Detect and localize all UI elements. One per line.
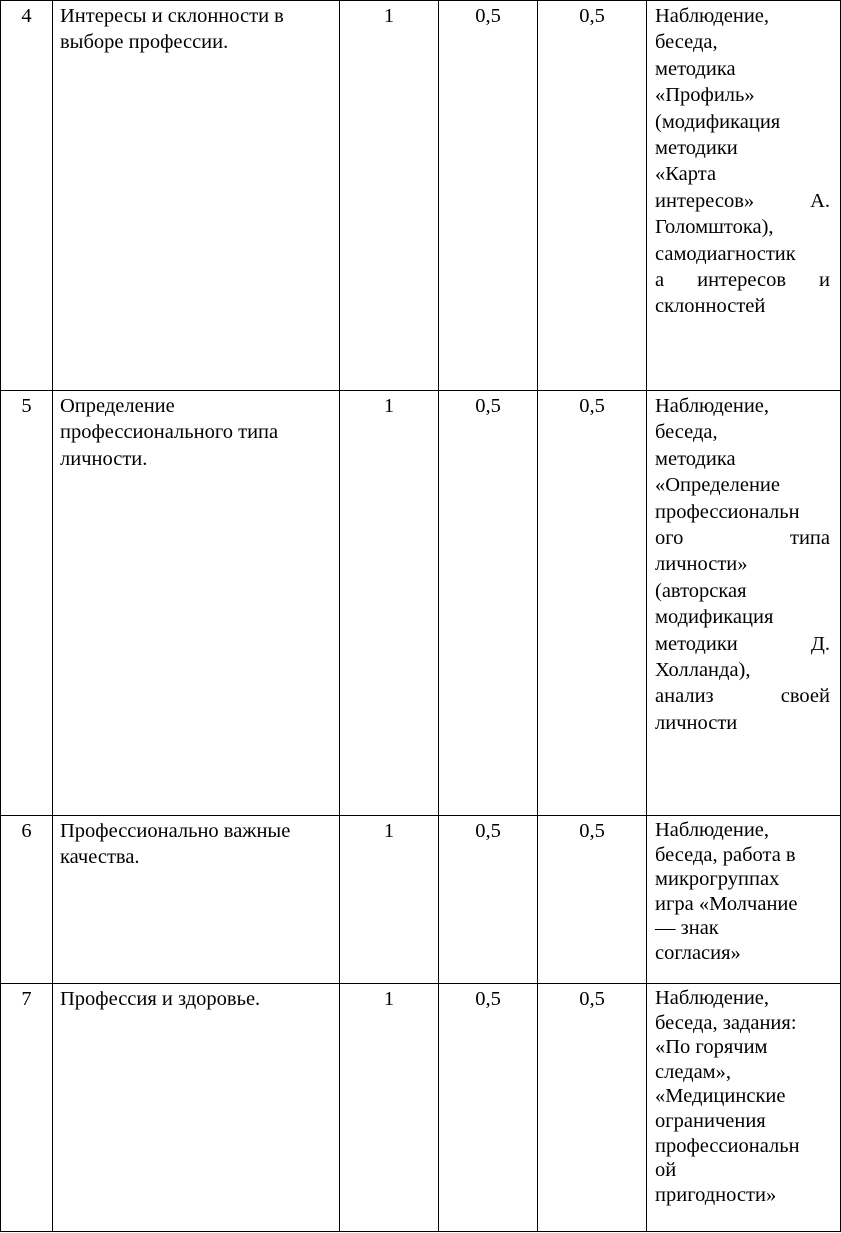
row-number: 6	[1, 816, 53, 984]
hours-theory: 0,5	[439, 816, 538, 984]
method-word: и	[819, 269, 830, 292]
method-line: — знак	[655, 917, 719, 940]
hours-total: 1	[340, 391, 439, 816]
method-line: профессиональн	[655, 1134, 800, 1157]
topic-cell: Интересы и склонности в выборе профессии.	[53, 1, 340, 391]
method-line: пригодности»	[655, 1183, 777, 1206]
hours-theory: 0,5	[439, 391, 538, 816]
method-cell	[647, 816, 841, 984]
method-line: «Определение	[655, 474, 781, 497]
method-line	[655, 525, 830, 551]
method-word: интересов	[697, 269, 786, 292]
method-line: личности»	[655, 553, 748, 576]
hours-total: 1	[340, 1, 439, 391]
hours-practice: 0,5	[538, 1, 647, 391]
method-line: (авторская	[655, 579, 747, 602]
method-line: самодиагностик	[655, 242, 796, 265]
method-line	[655, 631, 830, 657]
method-word: А.	[810, 189, 830, 212]
method-word: Д.	[810, 632, 830, 655]
method-line: (модификация	[655, 110, 781, 133]
hours-total: 1	[340, 816, 439, 984]
method-line: склонностей	[655, 295, 766, 318]
method-cell	[647, 391, 841, 816]
method-line: Холланда),	[655, 659, 751, 682]
method-line: «Профиль»	[655, 84, 755, 107]
row-number: 4	[1, 1, 53, 391]
method-line: игра «Молчание	[655, 892, 798, 915]
row-number: 5	[1, 391, 53, 816]
method-line: беседа, задания:	[655, 1011, 797, 1034]
method-word: ого	[655, 527, 684, 550]
method-line: Наблюдение,	[655, 395, 770, 417]
method-word: интересов»	[655, 189, 755, 212]
method-line: Наблюдение,	[655, 987, 770, 1009]
method-line	[655, 188, 830, 214]
topic-cell: Профессия и здоровье.	[53, 984, 340, 1232]
method-line: ограничения	[655, 1109, 766, 1132]
method-line: согласия»	[655, 941, 741, 964]
row-number: 7	[1, 984, 53, 1232]
method-line: Голомштока),	[655, 216, 774, 239]
method-line	[655, 267, 830, 293]
method-line: Наблюдение,	[655, 819, 770, 841]
method-line: микрогруппах	[655, 868, 780, 891]
method-line: модификация	[655, 606, 774, 629]
topic-cell: Определение профессионального типа личности.	[53, 391, 340, 816]
method-line: беседа, работа в	[655, 843, 796, 866]
method-word: методики	[655, 632, 738, 655]
method-word: своей	[780, 685, 830, 708]
method-line: «Медицинские	[655, 1085, 786, 1108]
hours-practice: 0,5	[538, 816, 647, 984]
table-row	[1, 1, 841, 391]
table-row	[1, 984, 841, 1232]
method-word: анализ	[655, 685, 714, 708]
method-line: методики	[655, 137, 738, 160]
method-line: профессиональн	[655, 500, 800, 523]
hours-practice: 0,5	[538, 984, 647, 1232]
hours-theory: 0,5	[439, 1, 538, 391]
method-line: Наблюдение,	[655, 5, 770, 27]
method-line: методика	[655, 57, 736, 80]
hours-theory: 0,5	[439, 984, 538, 1232]
method-line: беседа,	[655, 421, 718, 444]
hours-total: 1	[340, 984, 439, 1232]
method-line	[655, 683, 830, 709]
method-line: «По горячим	[655, 1036, 768, 1059]
method-line: ой	[655, 1159, 677, 1182]
table-row	[1, 816, 841, 984]
method-word: а	[655, 269, 665, 292]
topic-cell: Профессионально важные качества.	[53, 816, 340, 984]
hours-practice: 0,5	[538, 391, 647, 816]
method-line: следам»,	[655, 1060, 732, 1083]
method-cell	[647, 984, 841, 1232]
method-line: методика	[655, 447, 736, 470]
method-line: личности	[655, 711, 738, 734]
method-cell	[647, 1, 841, 391]
method-word: типа	[790, 527, 830, 550]
method-line: беседа,	[655, 31, 718, 54]
method-line: «Карта	[655, 163, 717, 186]
table-row	[1, 391, 841, 816]
